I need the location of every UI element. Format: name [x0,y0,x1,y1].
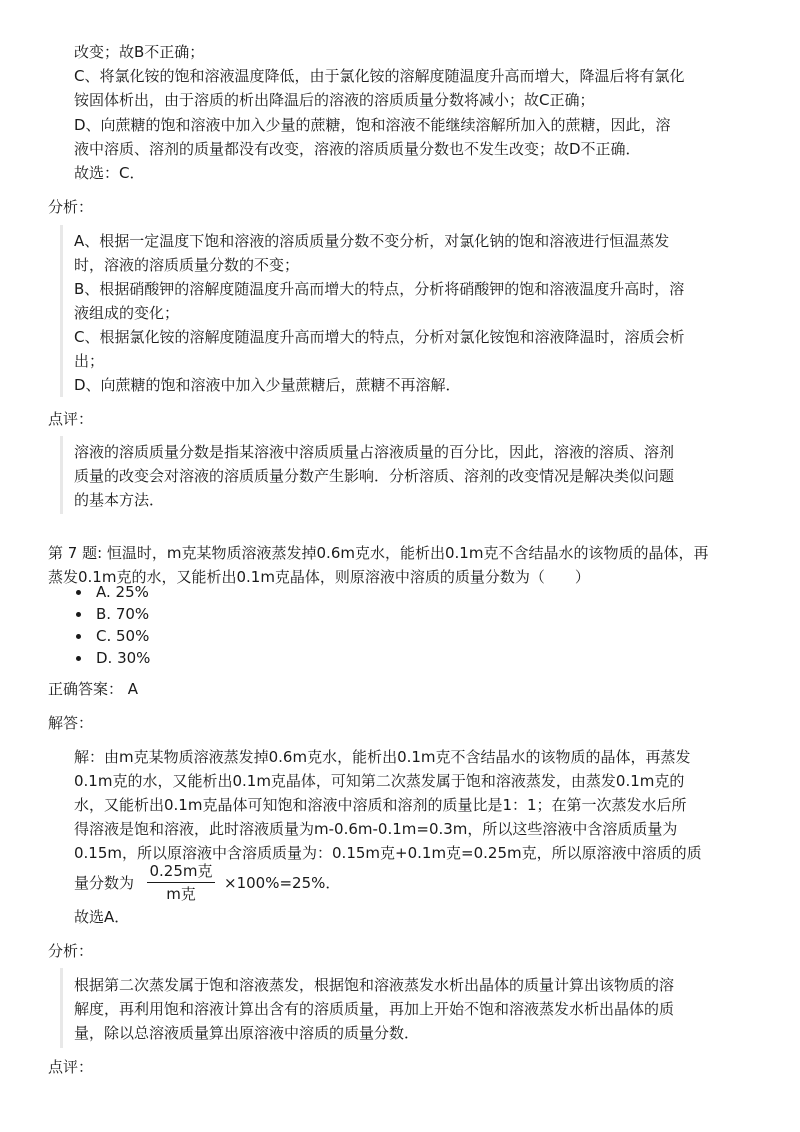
analysis-block [60,225,63,397]
solution-conclusion: 故选A． [74,908,130,926]
analysis-line: C、根据氯化铵的溶解度随温度升高而增大的特点，分析对氯化铵饱和溶液降温时，溶质会析 [74,328,685,346]
answer-text-line: D、向蔗糖的饱和溶液中加入少量的蔗糖，饱和溶液不能继续溶解所加入的蔗糖，因此，溶 [74,116,671,134]
solution-line: 得溶液是饱和溶液，此时溶液质量为m-0.6m-0.1m=0.3m，所以这些溶液中含溶质质量为 [74,820,678,838]
correct-answer-label: 正确答案： [48,680,124,698]
comment-line: 的基本方法． [74,491,165,509]
analysis-line: 时，溶液的溶质质量分数的不变； [74,256,300,274]
fraction-denominator: m克 [166,885,196,903]
answer-text-line: C、将氯化铵的饱和溶液温度降低，由于氯化铵的溶解度随温度升高而增大，降温后将有氯化 [74,67,685,85]
comment-label: 点评： [48,1058,94,1076]
formula-prefix: 量分数为 [74,874,135,892]
solution-line: 0.1m克的水，又能析出0.1m克晶体，可知第二次蒸发属于饱和溶液蒸发，由蒸发0.1m克的 [74,772,685,790]
analysis-line: B、根据硝酸钾的溶解度随温度升高而增大的特点，分析将硝酸钾的饱和溶液温度升高时，溶 [74,280,685,298]
solution-line: 解：由m克某物质溶液蒸发掉0.6m克水，能析出0.1m克不含结晶水的该物质的晶体，再蒸发 [74,748,691,766]
solution-line: 0.15m，所以原溶液中含溶质质量为：0.15m克+0.1m克=0.25m克，所以原溶液中溶质的质 [74,844,702,862]
fraction [147,861,215,904]
question-text: 蒸发0.1m克的水，又能析出0.1m克晶体，则原溶液中溶质的质量分数为（ ） [48,568,590,586]
option-a: • A. 25% [92,581,150,603]
answer-conclusion: 故选：C． [74,164,145,182]
comment-line: 溶液的溶质质量分数是指某溶液中溶质质量占溶液质量的百分比，因此，溶液的溶质、溶剂 [74,443,675,461]
fraction-numerator: 0.25m克 [147,861,215,883]
analysis-line: 解度，再利用饱和溶液计算出含有的溶质质量，再加上开始不饱和溶液蒸发水析出晶体的质 [74,1000,675,1018]
option-c: • C. 50% [92,625,150,647]
analysis-line: D、向蔗糖的饱和溶液中加入少量蔗糖后，蔗糖不再溶解． [74,376,461,394]
comment-block [60,436,63,514]
comment-line: 质量的改变会对溶液的溶质质量分数产生影响．分析溶质、溶剂的改变情况是解决类似问题 [74,467,675,485]
correct-answer-value: A [127,680,139,698]
option-d: • D. 30% [92,647,150,669]
analysis-block [60,968,63,1048]
analysis-line: 根据第二次蒸发属于饱和溶液蒸发，根据饱和溶液蒸发水析出晶体的质量计算出该物质的溶 [74,976,675,994]
solution-line: 水，又能析出0.1m克晶体可知饱和溶液中溶质和溶剂的质量比是1：1；在第一次蒸发水后所 [74,796,687,814]
option-b: • B. 70% [92,603,150,625]
question-text: 第 7 题: 恒温时，m克某物质溶液蒸发掉0.6m克水，能析出0.1m克不含结晶水的该物质的晶体，再 [48,544,709,562]
solution-label: 解答： [48,714,94,732]
analysis-line: 量，除以总溶液质量算出原溶液中溶质的质量分数． [74,1024,420,1042]
analysis-label: 分析： [48,942,94,960]
option-list [74,581,150,669]
answer-text-line: 改变；故B不正确； [74,43,205,61]
analysis-line: 液组成的变化； [74,304,180,322]
analysis-line: A、根据一定温度下饱和溶液的溶质质量分数不变分析，对氯化钠的饱和溶液进行恒温蒸发 [74,232,670,250]
formula-suffix: ×100%=25%． [224,874,341,892]
answer-text-line: 液中溶质、溶剂的质量都没有改变，溶液的溶质质量分数也不发生改变；故D不正确． [74,140,641,158]
comment-label: 点评： [48,410,94,428]
analysis-line: 出； [74,352,105,370]
answer-text-line: 铵固体析出，由于溶质的析出降温后的溶液的溶质质量分数将减小；故C正确； [74,91,595,109]
correct-answer [48,677,138,701]
analysis-label: 分析： [48,198,94,216]
